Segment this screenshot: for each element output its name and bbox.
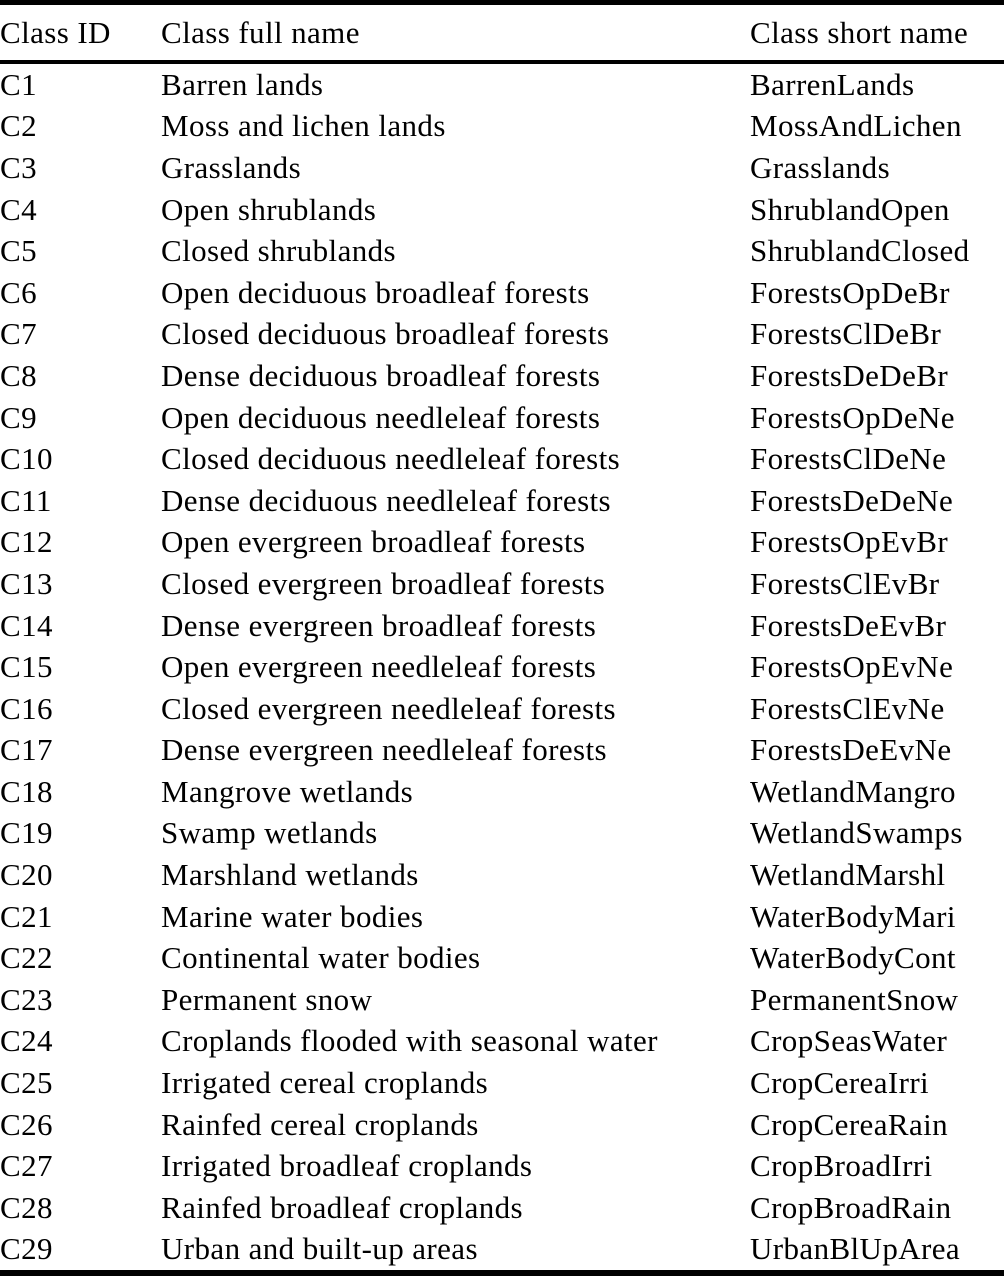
cell-class-full-name: Closed evergreen needleleaf forests [161, 690, 616, 726]
cell-class-short-name: ForestsClDeBr [750, 316, 942, 352]
cell-class-full-name: Grasslands [161, 149, 302, 185]
cell-class-full-name: Barren lands [161, 66, 324, 102]
cell-class-short-name: ForestsClEvBr [750, 565, 940, 601]
table-row [0, 979, 1004, 1021]
table-row [0, 646, 1004, 688]
cell-class-short-name: WetlandMarshl [750, 857, 946, 893]
cell-class-short-name: ShrublandClosed [750, 233, 970, 269]
cell-class-full-name: Closed deciduous needleleaf forests [161, 441, 621, 477]
cell-class-short-name: CropBroadIrri [750, 1148, 933, 1184]
table-row [0, 1229, 1004, 1274]
cell-class-id: C9 [0, 399, 37, 435]
cell-class-full-name: Dense evergreen broadleaf forests [161, 607, 597, 643]
cell-class-id: C16 [0, 690, 53, 726]
cell-class-id: C23 [0, 981, 53, 1017]
cell-class-id: C24 [0, 1023, 53, 1059]
table-row [0, 1104, 1004, 1146]
cell-class-short-name: WetlandMangro [750, 773, 956, 809]
table-row [0, 480, 1004, 522]
cell-class-id: C7 [0, 316, 37, 352]
cell-class-short-name: ForestsDeEvNe [750, 732, 952, 768]
cell-class-id: C13 [0, 565, 53, 601]
cell-class-id: C10 [0, 441, 53, 477]
cell-class-short-name: WaterBodyCont [750, 940, 956, 976]
table-row [0, 937, 1004, 979]
cell-class-short-name: ForestsOpDeBr [750, 274, 950, 310]
table-row [0, 1021, 1004, 1063]
cell-class-short-name: ForestsOpDeNe [750, 399, 955, 435]
cell-class-id: C1 [0, 66, 37, 102]
cell-class-id: C28 [0, 1189, 53, 1225]
cell-class-full-name: Dense deciduous needleleaf forests [161, 482, 612, 518]
table-row [0, 147, 1004, 189]
table-row [0, 438, 1004, 480]
cell-class-id: C2 [0, 108, 37, 144]
cell-class-id: C4 [0, 191, 37, 227]
table-row [0, 522, 1004, 564]
cell-class-id: C8 [0, 357, 37, 393]
table-row [0, 1145, 1004, 1187]
table-row [0, 896, 1004, 938]
table-row [0, 1062, 1004, 1104]
cell-class-id: C18 [0, 773, 53, 809]
cell-class-id: C5 [0, 233, 37, 269]
cell-class-short-name: PermanentSnow [750, 981, 959, 1017]
table-row [0, 106, 1004, 148]
table-row [0, 813, 1004, 855]
header-class-short-name: Class short name [750, 3, 1004, 63]
cell-class-full-name: Marshland wetlands [161, 857, 419, 893]
cell-class-full-name: Mangrove wetlands [161, 773, 414, 809]
header-class-id: Class ID [0, 3, 161, 63]
cell-class-full-name: Open evergreen broadleaf forests [161, 524, 586, 560]
cell-class-id: C17 [0, 732, 53, 768]
cell-class-short-name: CropBroadRain [750, 1189, 952, 1225]
cell-class-full-name: Continental water bodies [161, 940, 481, 976]
cell-class-short-name: ForestsClEvNe [750, 690, 945, 726]
cell-class-full-name: Open deciduous needleleaf forests [161, 399, 601, 435]
cell-class-id: C15 [0, 649, 53, 685]
cell-class-full-name: Urban and built-up areas [161, 1231, 478, 1267]
table-row [0, 397, 1004, 439]
header-row [0, 3, 1004, 63]
cell-class-short-name: CropCereaRain [750, 1106, 949, 1142]
cell-class-full-name: Irrigated cereal croplands [161, 1065, 489, 1101]
cell-class-short-name: ForestsDeDeNe [750, 482, 954, 518]
cell-class-full-name: Irrigated broadleaf croplands [161, 1148, 533, 1184]
cell-class-full-name: Closed evergreen broadleaf forests [161, 565, 606, 601]
cell-class-id: C22 [0, 940, 53, 976]
cell-class-full-name: Open deciduous broadleaf forests [161, 274, 590, 310]
table-row [0, 730, 1004, 772]
table-row [0, 1187, 1004, 1229]
cell-class-short-name: ForestsClDeNe [750, 441, 947, 477]
cell-class-full-name: Dense deciduous broadleaf forests [161, 357, 601, 393]
cell-class-full-name: Croplands flooded with seasonal water [161, 1023, 658, 1059]
cell-class-id: C21 [0, 898, 53, 934]
cell-class-short-name: WaterBodyMari [750, 898, 956, 934]
cell-class-short-name: Grasslands [750, 149, 891, 185]
cell-class-full-name: Dense evergreen needleleaf forests [161, 732, 607, 768]
cell-class-short-name: MossAndLichen [750, 108, 962, 144]
cell-class-short-name: CropSeasWater [750, 1023, 948, 1059]
cell-class-id: C12 [0, 524, 53, 560]
cell-class-short-name: ForestsOpEvNe [750, 649, 954, 685]
cell-class-short-name: WetlandSwamps [750, 815, 963, 851]
cell-class-id: C11 [0, 482, 52, 518]
table-row [0, 605, 1004, 647]
cell-class-short-name: UrbanBlUpArea [750, 1231, 961, 1267]
cell-class-id: C27 [0, 1148, 53, 1184]
table-row [0, 688, 1004, 730]
cell-class-full-name: Marine water bodies [161, 898, 424, 934]
table-header [0, 3, 1004, 63]
cell-class-short-name: CropCereaIrri [750, 1065, 930, 1101]
cell-class-full-name: Rainfed cereal croplands [161, 1106, 479, 1142]
table-row [0, 314, 1004, 356]
cell-class-full-name: Swamp wetlands [161, 815, 378, 851]
cell-class-full-name: Closed deciduous broadleaf forests [161, 316, 610, 352]
cell-class-full-name: Open evergreen needleleaf forests [161, 649, 597, 685]
table-row [0, 854, 1004, 896]
cell-class-short-name: ForestsDeDeBr [750, 357, 949, 393]
cell-class-id: C29 [0, 1231, 53, 1267]
cell-class-full-name: Rainfed broadleaf croplands [161, 1189, 523, 1225]
header-class-full-name: Class full name [161, 3, 750, 63]
table-row [0, 355, 1004, 397]
table-row [0, 189, 1004, 231]
cell-class-id: C19 [0, 815, 53, 851]
cell-class-full-name: Open shrublands [161, 191, 377, 227]
table-row [0, 272, 1004, 314]
cell-class-id: C25 [0, 1065, 53, 1101]
cell-class-short-name: ShrublandOpen [750, 191, 950, 227]
cell-class-short-name: ForestsDeEvBr [750, 607, 947, 643]
cell-class-id: C6 [0, 274, 37, 310]
cell-class-id: C26 [0, 1106, 53, 1142]
cell-class-full-name: Moss and lichen lands [161, 108, 446, 144]
cell-class-full-name: Permanent snow [161, 981, 373, 1017]
cell-class-full-name: Closed shrublands [161, 233, 396, 269]
table-body [0, 62, 1004, 1273]
cell-class-id: C3 [0, 149, 37, 185]
table-row [0, 771, 1004, 813]
cell-class-id: C14 [0, 607, 53, 643]
cell-class-id: C20 [0, 857, 53, 893]
table-row [0, 563, 1004, 605]
cell-class-short-name: ForestsOpEvBr [750, 524, 949, 560]
cell-class-short-name: BarrenLands [750, 66, 915, 102]
table-row [0, 62, 1004, 106]
table-row [0, 230, 1004, 272]
